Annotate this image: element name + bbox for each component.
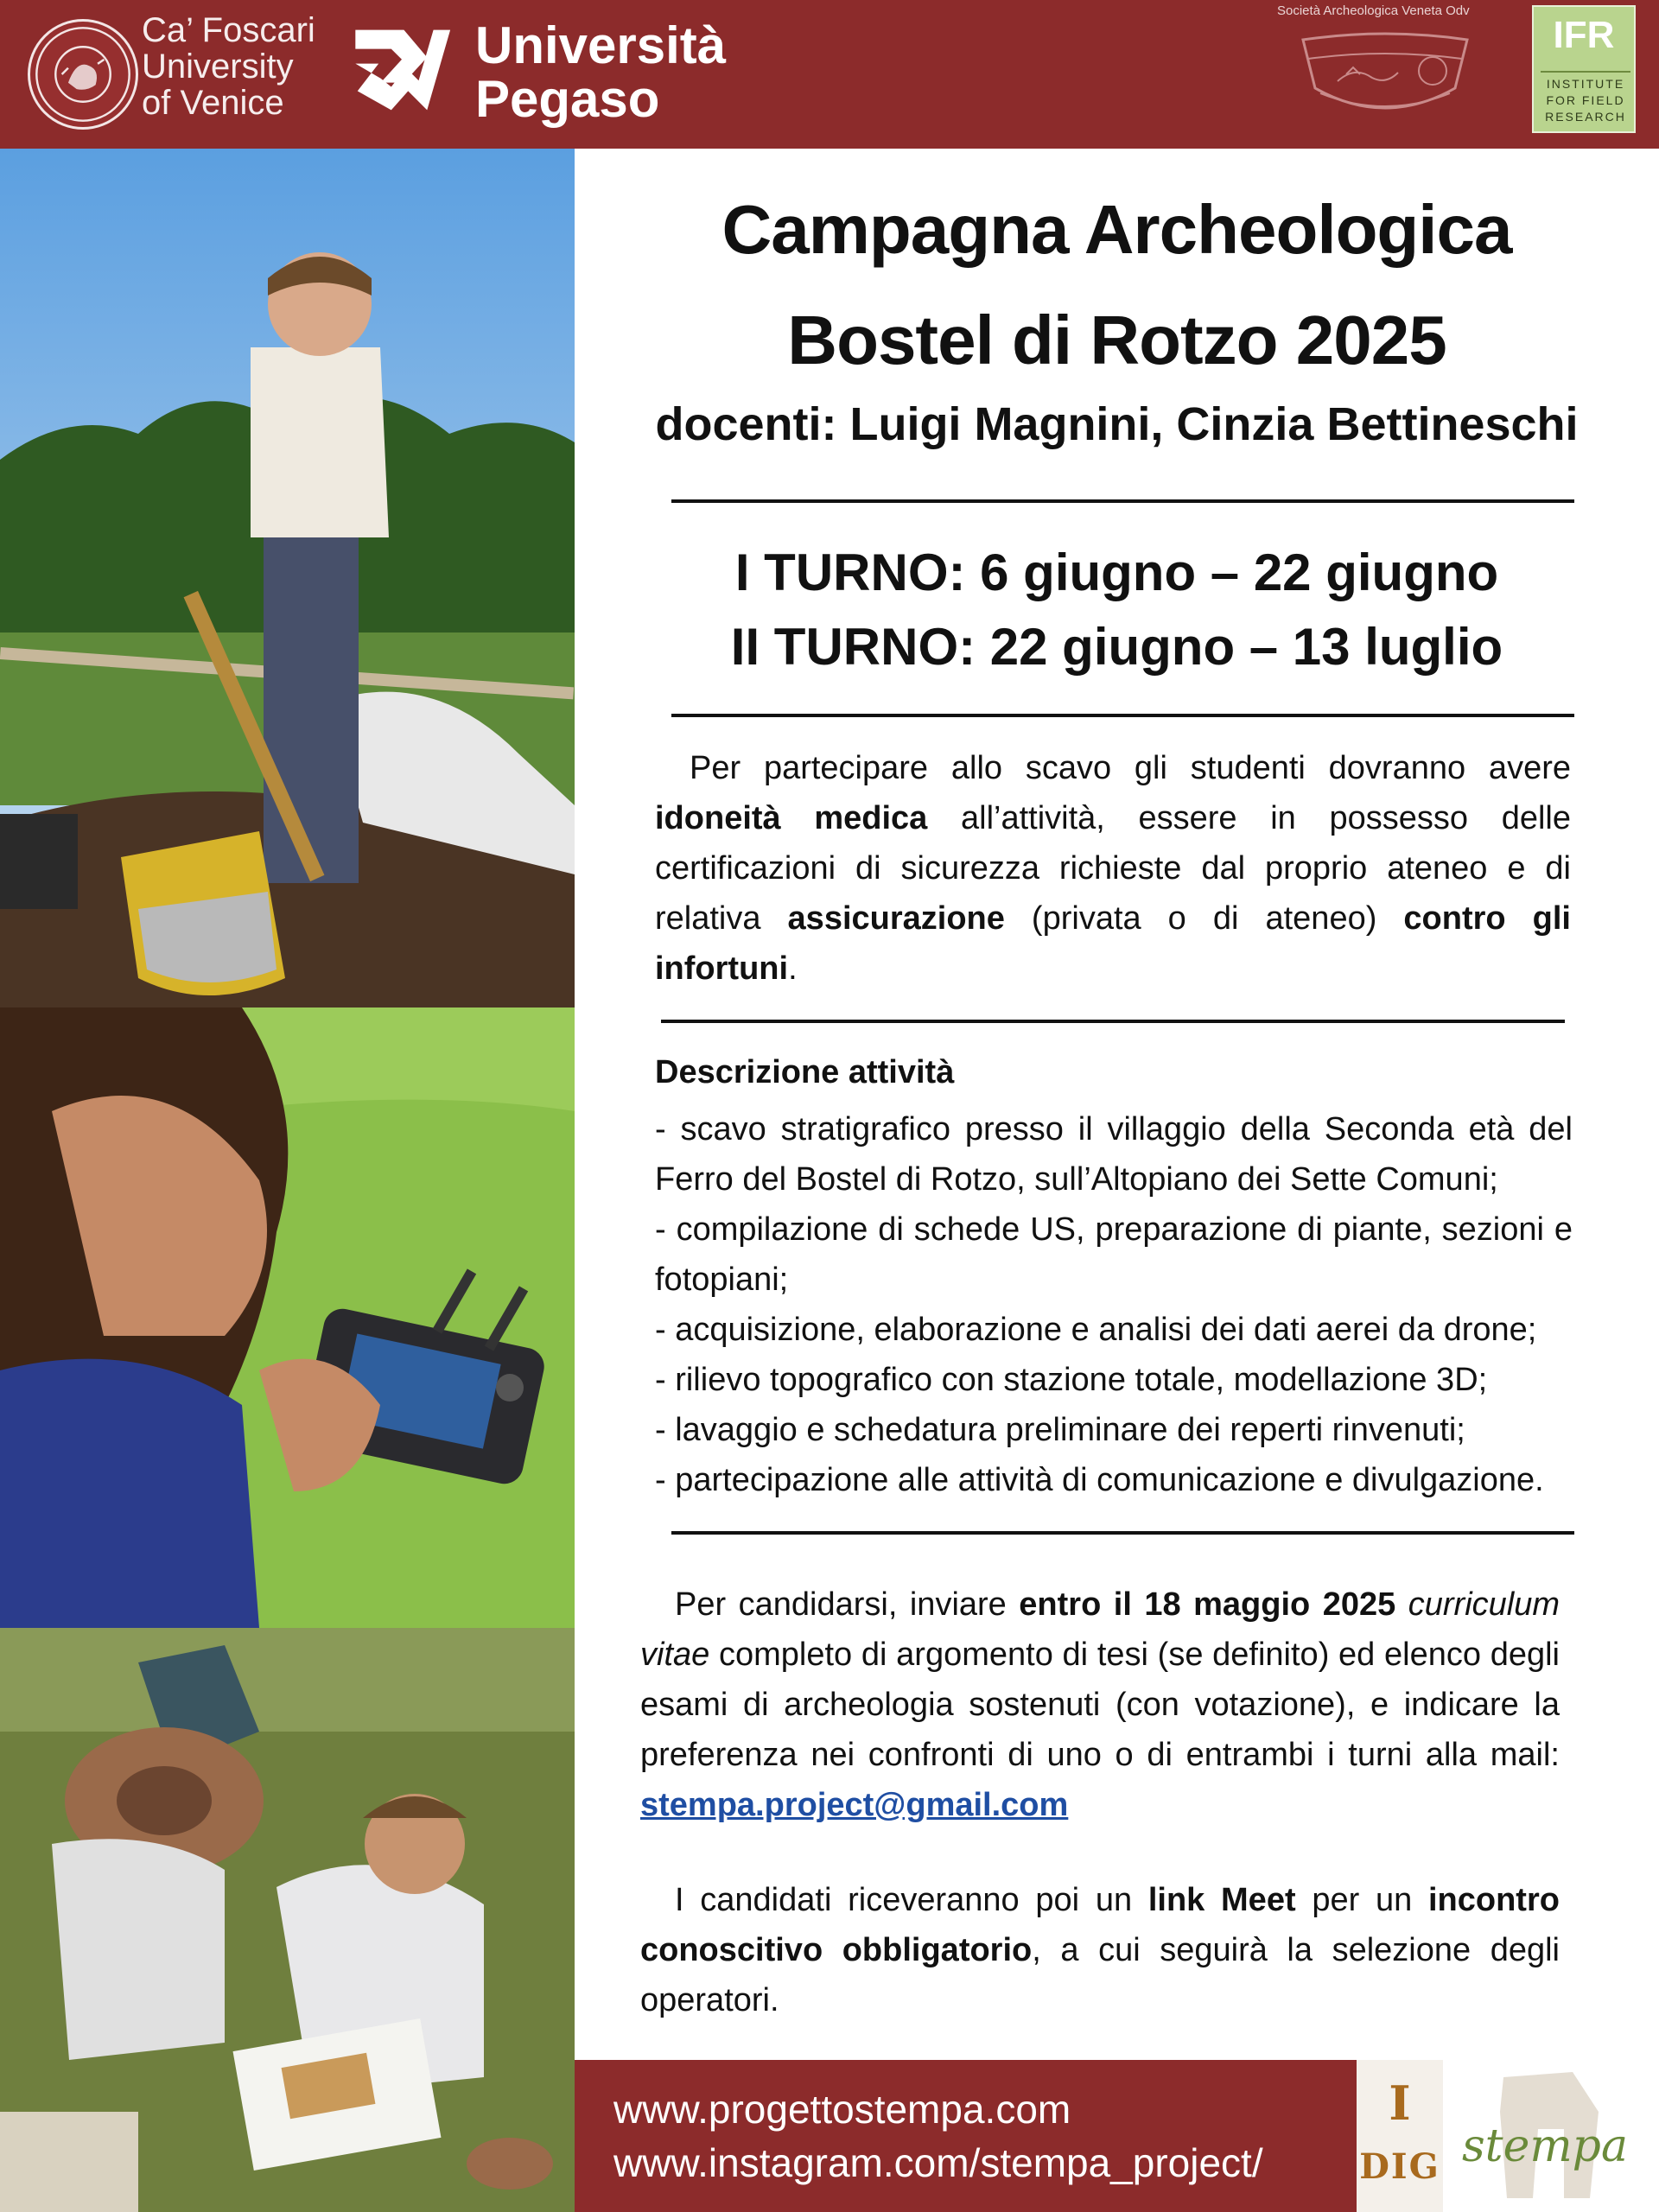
pegaso-line: Pegaso xyxy=(475,70,660,128)
list-item: - compilazione di schede US, preparazione di piante, sezioni e fotopiani; xyxy=(655,1211,1573,1298)
divider xyxy=(671,714,1574,717)
bold-run: idoneità medica xyxy=(655,800,928,836)
cafoscari-line: of Venice xyxy=(142,84,284,122)
header-bar xyxy=(0,0,1659,149)
text-run: (privata o di ateneo) xyxy=(1004,900,1404,937)
text-run: all’attività, essere in possesso delle certificazioni di sicurezza richieste dal proprio ateneo e di relativa xyxy=(655,800,1571,937)
footer-bar xyxy=(575,2060,1357,2212)
ifr-line: INSTITUTE xyxy=(1546,77,1625,91)
ifr-line: RESEARCH xyxy=(1545,110,1626,124)
list-item: - scavo stratigrafico presso il villaggio della Seconda età del Ferro del Bostel di Rotzo, sull’Altopiano dei Sette Comuni; xyxy=(655,1111,1573,1198)
description-title: Descrizione attività xyxy=(655,1054,955,1090)
ifr-logo xyxy=(1532,5,1636,133)
text-run: completo di argomento di tesi (se definito) ed elenco degli esami di archeologia sostenuti (con votazione), e indicare la preferenza nei confronti di uno o di entrambi i turni alla mail: xyxy=(640,1637,1560,1773)
list-item: - acquisizione, elaborazione e analisi dei dati aerei da drone; xyxy=(655,1312,1537,1348)
application-paragraph xyxy=(640,1580,1560,1830)
photo-digging xyxy=(0,149,575,1007)
activity-list xyxy=(655,1104,1573,1505)
text-run xyxy=(1395,1586,1408,1623)
cafoscari-seal-icon xyxy=(28,19,138,130)
title-line: Campagna Archeologica xyxy=(721,191,1512,268)
text-run: Per partecipare allo scavo gli studenti dovranno avere xyxy=(690,750,1571,786)
docenti-line: docenti: Luigi Magnini, Cinzia Bettineschi xyxy=(655,398,1579,450)
turno-2: II TURNO: 22 giugno – 13 luglio xyxy=(730,618,1503,676)
divider xyxy=(671,1531,1574,1535)
website-link[interactable]: www.progettostempa.com xyxy=(613,2087,1071,2132)
ifr-fullname xyxy=(1541,71,1630,125)
text-run: per un xyxy=(1295,1882,1428,1918)
cafoscari-line: University xyxy=(142,48,294,86)
photo-drone-controller xyxy=(0,1007,575,1628)
pegaso-line: Università xyxy=(475,16,727,74)
idig-i: I xyxy=(1389,2075,1411,2131)
idig-logo xyxy=(1357,2060,1443,2212)
divider xyxy=(671,499,1574,503)
idig-dig: DIG xyxy=(1359,2146,1440,2187)
pegaso-wordmark xyxy=(475,16,727,128)
text-run: Per candidarsi, inviare xyxy=(675,1586,1020,1623)
page-title xyxy=(575,175,1659,396)
deadline: entro il 18 maggio 2025 xyxy=(1019,1586,1396,1623)
photo-field-notes xyxy=(0,1628,575,2212)
email-link[interactable]: stempa.project@gmail.com xyxy=(640,1787,1069,1823)
turno-1: I TURNO: 6 giugno – 22 giugno xyxy=(734,543,1499,601)
text-run: I candidati riceveranno poi un xyxy=(675,1882,1148,1918)
text-run: , a cui seguirà la selezione degli operatori. xyxy=(640,1932,1560,2018)
sav-vase-logo-icon xyxy=(1286,24,1484,137)
turni-block xyxy=(575,536,1659,684)
bold-run: incontro conoscitivo obbligatorio xyxy=(640,1882,1560,1968)
photo-column xyxy=(0,149,575,2212)
sav-caption: Società Archeologica Veneta Odv xyxy=(1277,3,1470,18)
divider xyxy=(661,1020,1565,1023)
list-item: - partecipazione alle attività di comunicazione e divulgazione. xyxy=(655,1462,1544,1498)
list-item: - lavaggio e schedatura preliminare dei reperti rinvenuti; xyxy=(655,1412,1465,1448)
ifr-line: FOR FIELD xyxy=(1546,93,1625,107)
title-line: Bostel di Rotzo 2025 xyxy=(787,302,1446,378)
list-item: - rilievo topografico con stazione totale, modellazione 3D; xyxy=(655,1362,1488,1398)
bold-run: assicurazione xyxy=(787,900,1005,937)
meet-paragraph xyxy=(640,1875,1560,2025)
bold-run: contro gli infortuni xyxy=(655,900,1571,987)
bold-run: link Meet xyxy=(1147,1882,1296,1918)
text-run: . xyxy=(788,950,798,987)
ifr-acronym: IFR xyxy=(1553,14,1615,56)
pegaso-logo-icon xyxy=(349,17,454,123)
stempa-logo xyxy=(1443,2060,1659,2212)
instagram-link[interactable]: www.instagram.com/stempa_project/ xyxy=(613,2140,1263,2185)
stempa-wordmark: stempa xyxy=(1462,2120,1628,2172)
cafoscari-line: Ca’ Foscari xyxy=(142,11,315,49)
italic-run: curriculum vitae xyxy=(640,1586,1560,1673)
cafoscari-wordmark xyxy=(142,12,315,121)
requirements-paragraph xyxy=(655,743,1571,994)
